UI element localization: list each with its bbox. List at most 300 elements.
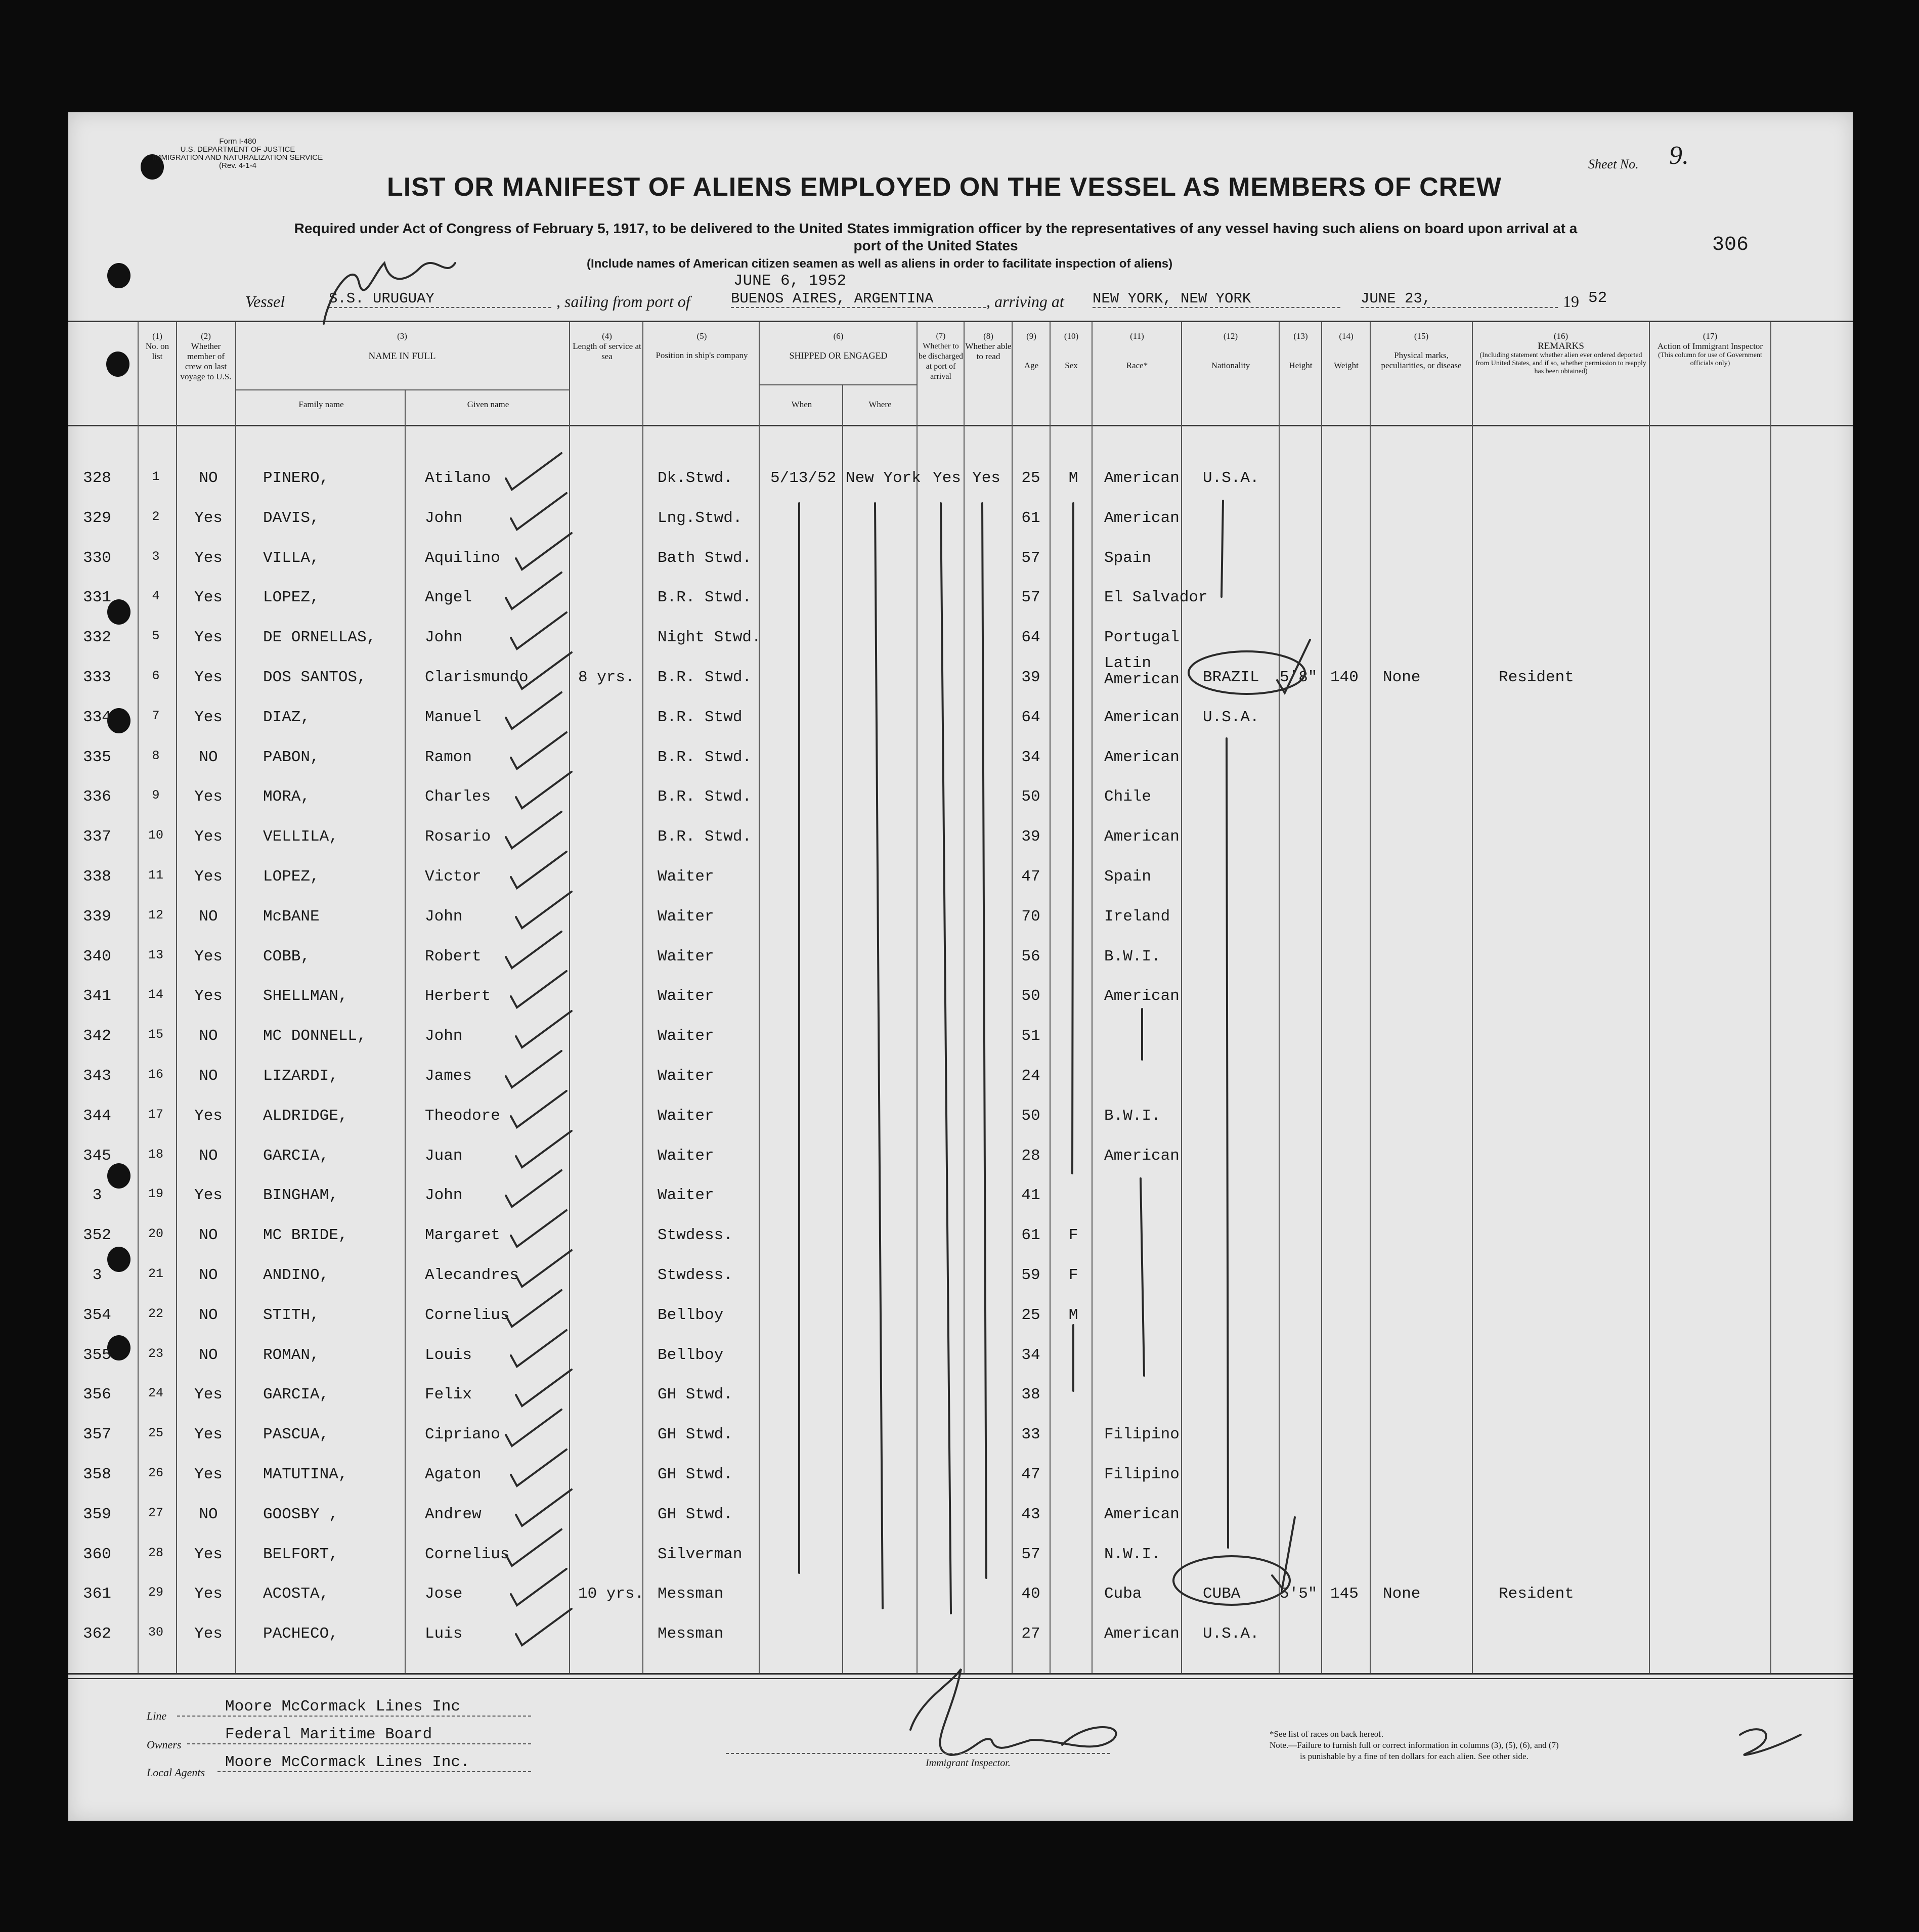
cell-prev: NO [199,1067,218,1085]
cell-age: 25 [1021,469,1040,487]
check-mark [511,1569,566,1605]
cell-disch: Yes [933,469,961,487]
check-mark [511,493,566,530]
cell-position: GH Stwd. [658,1466,733,1483]
cell-no: 27 [148,1506,163,1520]
cell-given: John [425,908,463,926]
cell-given: Theodore [425,1107,500,1125]
cell-given: Cornelius [425,1306,510,1324]
check-mark [511,1210,566,1247]
cell-given: Robert [425,948,482,965]
cell-prev: NO [199,1306,218,1324]
cell-family: GARCIA, [263,1147,329,1165]
cell-nat: U.S.A. [1203,469,1259,487]
check-mark [506,932,561,968]
sheet-number: 9. [1669,141,1689,170]
header-race: (11) Race* [1126,331,1148,370]
cell-no: 4 [152,589,160,603]
check-mark [506,573,561,609]
cell-position: GH Stwd. [658,1426,733,1443]
header-weight: (14) Weight [1334,331,1359,370]
check-mark [516,1011,572,1047]
check-mark [506,812,561,848]
cell-stamp: 328 [83,469,111,487]
cell-age: 64 [1021,709,1040,726]
cell-given: Alecandres [425,1266,519,1284]
cell-position: Bath Stwd. [658,549,752,567]
cell-given: Juan [425,1147,463,1165]
header-when: When [791,400,812,409]
cell-given: Luis [425,1625,463,1643]
agents-label: Local Agents [147,1766,205,1779]
cell-position: Messman [658,1585,724,1603]
cell-race: Spain [1104,549,1152,567]
cell-position: Waiter [658,868,714,886]
cell-no: 5 [152,629,160,643]
header-where: Where [868,400,892,409]
header-nationality: (12) Nationality [1211,331,1250,370]
check-mark [511,852,566,888]
cell-given: Atilano [425,469,491,487]
cell-position: B.R. Stwd. [658,589,752,606]
check-mark [516,1250,572,1287]
cell-race: American [1104,749,1180,766]
cell-stamp: 355 [83,1346,111,1364]
cell-no: 6 [152,669,160,683]
cell-stamp: 360 [83,1546,111,1563]
cell-prev: Yes [194,948,223,965]
cell-position: B.R. Stwd [658,709,743,726]
cell-position: Stwdess. [658,1226,733,1244]
cell-nat: BRAZIL [1203,669,1259,686]
cell-position: Waiter [658,1187,714,1204]
cell-age: 43 [1021,1506,1040,1523]
header-sex: (10) Sex [1064,331,1079,370]
cell-prev: Yes [194,1466,223,1483]
cell-no: 20 [148,1226,163,1241]
cell-given: Manuel [425,709,482,726]
cell-family: PINERO, [263,469,329,487]
cell-family: LOPEZ, [263,589,320,606]
cell-position: Lng.Stwd. [658,509,743,527]
cell-service: 8 yrs. [578,669,635,686]
cell-given: Rosario [425,828,491,846]
cell-stamp: 357 [83,1426,111,1443]
cell-stamp: 332 [83,629,111,646]
check-mark [1272,1517,1295,1588]
cell-stamp: 330 [83,549,111,567]
cell-family: SHELLMAN, [263,987,348,1005]
cell-given: James [425,1067,472,1085]
cell-prev: Yes [194,1187,223,1204]
check-mark [506,1170,561,1207]
form-department: U.S. DEPARTMENT OF JUSTICE [180,145,295,154]
cell-age: 61 [1021,1226,1040,1244]
cell-no: 11 [148,868,163,883]
cell-given: Charles [425,788,491,806]
cell-prev: NO [199,469,218,487]
header-remarks: (16) REMARKS (Including statement whether alien ever ordered deported from United States, and if so, whether permission to reapply has been obtained) [1475,331,1646,375]
cell-stamp: 333 [83,669,111,686]
cell-position: B.R. Stwd. [658,788,752,806]
cell-position: B.R. Stwd. [658,828,752,846]
cell-no: 1 [152,469,160,484]
check-mark [506,1529,561,1566]
page-title: LIST OR MANIFEST OF ALIENS EMPLOYED ON THE VESSEL AS MEMBERS OF CREW [387,172,1502,202]
cell-given: Felix [425,1386,472,1403]
header-name: (3) NAME IN FULL [368,331,436,362]
cell-family: ACOSTA, [263,1585,329,1603]
cell-sex: F [1068,1226,1078,1244]
arriving-label: , arriving at [986,292,1064,311]
cell-age: 39 [1021,828,1040,846]
check-mark [516,1609,572,1645]
cell-no: 10 [148,828,163,843]
cell-family: BINGHAM, [263,1187,338,1204]
cell-given: Andrew [425,1506,482,1523]
cell-no: 23 [148,1346,163,1361]
cell-height: 5'5" [1280,1585,1318,1603]
agents-name: Moore McCormack Lines Inc. [217,1753,531,1772]
cell-prev: Yes [194,868,223,886]
cell-prev: NO [199,1266,218,1284]
cell-given: John [425,1027,463,1045]
cell-no: 19 [148,1187,163,1201]
cell-no: 17 [148,1107,163,1122]
sail-date: JUNE 6, 1952 [733,272,847,290]
cell-stamp: 359 [83,1506,111,1523]
header-no: (1) No. on list [145,331,169,361]
cell-age: 39 [1021,669,1040,686]
cell-age: 34 [1021,1346,1040,1364]
header-read: (8) Whether able to read [965,331,1012,361]
cell-stamp: 3 [92,1266,102,1284]
cell-no: 8 [152,749,160,763]
departure-port: BUENOS AIRES, ARGENTINA [731,290,986,308]
cell-family: DE ORNELLAS, [263,629,376,646]
cell-given: Jose [425,1585,463,1603]
ditto-line [875,503,883,1608]
cell-race: Filipino [1104,1426,1180,1443]
cell-age: 64 [1021,629,1040,646]
cell-prev: Yes [194,709,223,726]
cell-stamp: 336 [83,788,111,806]
cell-stamp: 342 [83,1027,111,1045]
cell-age: 56 [1021,948,1040,965]
line-label: Line [147,1709,167,1722]
cell-given: Ramon [425,749,472,766]
check-mark [516,772,572,808]
cell-family: PABON, [263,749,320,766]
check-mark [511,1330,566,1367]
check-mark [516,533,572,569]
check-mark [511,612,566,649]
cell-family: McBANE [263,908,320,926]
cell-given: John [425,509,463,527]
ditto-line [941,503,951,1613]
cell-race: Portugal [1104,629,1180,646]
cell-age: 24 [1021,1067,1040,1085]
cell-family: MC BRIDE, [263,1226,348,1244]
ditto-line [1222,501,1223,597]
cell-sex: M [1068,469,1078,487]
cell-race: Filipino [1104,1466,1180,1483]
subtitle-line-1: Required under Act of Congress of February 5, 1917, to be delivered to the United States immigration officer by the representatives of any vessel having such aliens on board upon arrival at a [294,221,1578,236]
cell-stamp: 345 [83,1147,111,1165]
cell-position: Waiter [658,987,714,1005]
cell-prev: Yes [194,1585,223,1603]
cell-age: 57 [1021,589,1040,606]
cell-age: 57 [1021,549,1040,567]
footer-notes [1270,1729,1559,1762]
cell-family: VELLILA, [263,828,338,846]
header-physical-marks: (15) Physical marks, peculiarities, or disease [1381,331,1462,370]
footer-note-fine: is punishable by a fine of ten dollars for each alien. See other side. [1300,1751,1529,1761]
check-mark [516,1370,572,1406]
cell-family: LOPEZ, [263,868,320,886]
cell-no: 24 [148,1386,163,1400]
check-mark [511,1091,566,1127]
check-mark [511,1450,566,1486]
cell-family: STITH, [263,1306,320,1324]
cell-read: Yes [972,469,1000,487]
cell-prev: Yes [194,629,223,646]
cell-given: Victor [425,868,482,886]
cell-age: 38 [1021,1386,1040,1403]
cell-age: 50 [1021,1107,1040,1125]
cell-prev: Yes [194,1625,223,1643]
cell-given: Cipriano [425,1426,500,1443]
subtitle-note: (Include names of American citizen seamen as well as aliens in order to facilitate inspection of aliens) [587,257,1173,271]
cell-stamp: 358 [83,1466,111,1483]
cell-no: 9 [152,788,160,803]
cell-given: John [425,629,463,646]
page-stamp: 306 [1712,234,1749,256]
cell-stamp: 335 [83,749,111,766]
cell-stamp: 339 [83,908,111,926]
cell-family: GOOSBY , [263,1506,338,1523]
cell-age: 59 [1021,1266,1040,1284]
line-name: Moore McCormack Lines Inc [177,1698,531,1717]
cell-position: Waiter [658,1107,714,1125]
cell-age: 25 [1021,1306,1040,1324]
cell-prev: NO [199,749,218,766]
cell-race: N.W.I. [1104,1546,1161,1563]
cell-no: 14 [148,987,163,1002]
form-number: Form I-480 [219,137,256,146]
check-mark [516,1131,572,1167]
cell-position: Bellboy [658,1306,724,1324]
cell-when: 5/13/52 [770,469,837,487]
cell-position: Dk.Stwd. [658,469,733,487]
cell-stamp: 3 [92,1187,102,1204]
cell-no: 26 [148,1466,163,1480]
cell-family: VILLA, [263,549,320,567]
cell-prev: Yes [194,1107,223,1125]
cell-position: B.R. Stwd. [658,749,752,766]
cell-family: ALDRIDGE, [263,1107,348,1125]
footer-note-races: *See list of races on back hereof. [1270,1729,1384,1739]
cell-prev: Yes [194,1546,223,1563]
cell-family: MC DONNELL, [263,1027,367,1045]
header-given-name: Given name [467,400,509,409]
cell-age: 61 [1021,509,1040,527]
check-mark [506,453,561,490]
cell-weight: 140 [1330,669,1359,686]
cell-position: Stwdess. [658,1266,733,1284]
cell-age: 51 [1021,1027,1040,1045]
vessel-name: S.S. URUGUAY [329,290,551,308]
header-service: (4) Length of service at sea [573,331,641,361]
vessel-label: Vessel [245,292,285,311]
cell-given: Angel [425,589,472,606]
cell-no: 12 [148,908,163,923]
cell-family: DIAZ, [263,709,311,726]
cell-remarks: Resident [1499,1585,1574,1603]
cell-given: Herbert [425,987,491,1005]
cell-no: 29 [148,1585,163,1600]
cell-prev: Yes [194,987,223,1005]
cell-stamp: 337 [83,828,111,846]
header-prev-voyage: (2) Whether member of crew on last voyage to U.S. [180,331,232,381]
check-mark [506,1290,561,1327]
cell-nat: CUBA [1203,1585,1241,1603]
cell-age: 47 [1021,1466,1040,1483]
cell-family: MORA, [263,788,311,806]
check-mark [506,1410,561,1446]
cell-sex: M [1068,1306,1078,1324]
owners-label: Owners [147,1738,182,1751]
header-initials [324,263,455,324]
cell-given: Louis [425,1346,472,1364]
cell-prev: NO [199,908,218,926]
cell-family: ROMAN, [263,1346,320,1364]
cell-race: American [1104,1147,1180,1165]
cell-position: GH Stwd. [658,1506,733,1523]
cell-family: ANDINO, [263,1266,329,1284]
ditto-line [1141,1178,1144,1376]
cell-race: Cuba [1104,1585,1142,1603]
cell-no: 2 [152,509,160,524]
cell-prev: Yes [194,549,223,567]
inspector-label: Immigrant Inspector. [926,1758,1011,1769]
cell-stamp: 354 [83,1306,111,1324]
form-revision: (Rev. 4-1-4 [219,161,256,170]
cell-family: DAVIS, [263,509,320,527]
cell-family: GARCIA, [263,1386,329,1403]
cell-service: 10 yrs. [578,1585,644,1603]
cell-stamp: 344 [83,1107,111,1125]
inspector-signature [910,1669,1116,1755]
form-service: IMMIGRATION AND NATURALIZATION SERVICE [152,153,323,162]
cell-nat: U.S.A. [1203,709,1259,726]
cell-age: 27 [1021,1625,1040,1643]
cell-family: BELFORT, [263,1546,338,1563]
cell-given: Margaret [425,1226,500,1244]
cell-prev: NO [199,1147,218,1165]
cell-no: 21 [148,1266,163,1281]
cell-family: DOS SANTOS, [263,669,367,686]
header-family-name: Family name [298,400,344,409]
arrival-date: JUNE 23, [1361,290,1558,308]
cell-no: 25 [148,1426,163,1440]
cell-stamp: 352 [83,1226,111,1244]
cell-age: 57 [1021,1546,1040,1563]
cell-no: 18 [148,1147,163,1162]
footer-note-penalty: Note.—Failure to furnish full or correct information in columns (3), (5), (6), and (7) [1270,1740,1559,1750]
cell-where: New York [846,469,921,487]
inspector-signature-line [726,1753,1110,1754]
cell-family: COBB, [263,948,311,965]
cell-family: LIZARDI, [263,1067,338,1085]
subtitle-line-2: port of the United States [853,238,1018,253]
cell-marks: None [1383,1585,1421,1603]
cell-no: 28 [148,1546,163,1560]
cell-race: Ireland [1104,908,1170,926]
cell-sex: F [1068,1266,1078,1284]
header-age: (9) Age [1024,331,1039,370]
cell-race: Chile [1104,788,1152,806]
cell-given: Agaton [425,1466,482,1483]
cell-weight: 145 [1330,1585,1359,1603]
ditto-line [1227,738,1228,1548]
cell-prev: NO [199,1346,218,1364]
cell-age: 50 [1021,788,1040,806]
corner-mark [1740,1729,1801,1755]
cell-prev: Yes [194,788,223,806]
cell-position: Waiter [658,908,714,926]
cell-position: B.R. Stwd. [658,669,752,686]
cell-prev: Yes [194,1386,223,1403]
circled-nationality [1173,1556,1290,1605]
cell-stamp: 329 [83,509,111,527]
cell-race: B.W.I. [1104,1107,1161,1125]
cell-given: John [425,1187,463,1204]
cell-position: Waiter [658,1067,714,1085]
cell-age: 33 [1021,1426,1040,1443]
cell-position: Silverman [658,1546,743,1563]
year: 52 [1588,289,1607,307]
cell-stamp: 341 [83,987,111,1005]
cell-race: Spain [1104,868,1152,886]
cell-position: Messman [658,1625,724,1643]
year-prefix: 19 [1563,292,1579,311]
header-inspector-action: (17) Action of Immigrant Inspector (This column for use of Government officials only) [1657,331,1763,367]
cell-no: 16 [148,1067,163,1082]
cell-given: Aquilino [425,549,500,567]
cell-age: 41 [1021,1187,1040,1204]
cell-position: Waiter [658,1147,714,1165]
cell-marks: None [1383,669,1421,686]
cell-given: Cornelius [425,1546,510,1563]
cell-stamp: 362 [83,1625,111,1643]
header-position: (5) Position in ship's company [656,331,748,360]
cell-prev: Yes [194,669,223,686]
cell-given: Clarismundo [425,669,529,686]
arrival-port: NEW YORK, NEW YORK [1093,290,1340,308]
header-discharged: (7) Whether to be discharged at port of arrival [918,332,964,381]
cell-stamp: 361 [83,1585,111,1603]
cell-no: 7 [152,709,160,723]
header-height: (13) Height [1289,331,1313,370]
cell-no: 3 [152,549,160,564]
cell-prev: NO [199,1226,218,1244]
cell-age: 28 [1021,1147,1040,1165]
cell-position: GH Stwd. [658,1386,733,1403]
cell-race: American [1104,509,1180,527]
cell-no: 30 [148,1625,163,1640]
cell-no: 22 [148,1306,163,1321]
